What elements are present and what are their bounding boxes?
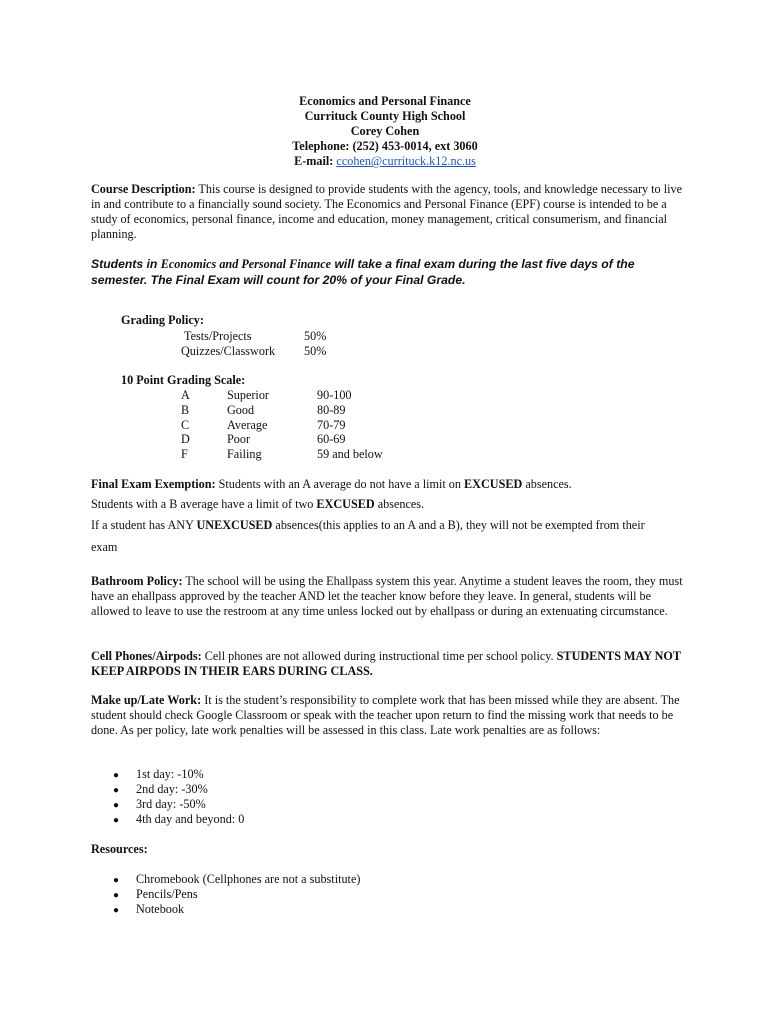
makeup-policy [91, 693, 683, 738]
grading-item-name: Quizzes/Classwork [181, 344, 276, 358]
grade-letter: F [181, 447, 188, 462]
course-title: Economics and Personal Finance [299, 94, 471, 108]
resource-text: Pencils/Pens [136, 887, 198, 901]
list-item [113, 812, 244, 827]
list-item [113, 797, 244, 812]
exemption-text: absences. [522, 477, 572, 491]
cell-phone-policy [91, 649, 683, 679]
exemption-line [91, 497, 424, 512]
penalty-text: 2nd day: -30% [136, 782, 208, 796]
exemption-bold: EXCUSED [316, 497, 375, 511]
course-description-label: Course Description: [91, 182, 196, 196]
resources-label: Resources: [91, 842, 148, 856]
exemption-text: Students with an A average do not have a limit on [215, 477, 465, 491]
penalty-text: 4th day and beyond: 0 [136, 812, 245, 826]
exemption-line [91, 518, 645, 533]
makeup-policy-label: Make up/Late Work: [91, 693, 202, 707]
bathroom-policy-text: The school will be using the Ehallpass system this year. Anytime a student leaves the room, they must have an ehallpass approved by the teacher AND let the teacher know before they leave. In general, students will be allowed to leave to use the restroom at any time unless locked out by ehallpass or during an extenuating circumstance. [91, 574, 683, 618]
resource-text: Chromebook (Cellphones are not a substitute) [136, 872, 361, 886]
bullet-icon: ● [113, 785, 120, 796]
school-name: Currituck County High School [304, 109, 466, 123]
grading-item-weight: 50% [304, 344, 327, 358]
penalty-text: 3rd day: -50% [136, 797, 206, 811]
late-penalty-list [113, 767, 244, 827]
grade-range: 60-69 [317, 432, 346, 447]
course-description [91, 182, 683, 242]
grade-range: 59 and below [317, 447, 383, 462]
exemption-label: Final Exam Exemption: [91, 477, 216, 491]
grade-description: Poor [227, 432, 251, 447]
exemption-text: If a student has ANY [91, 518, 197, 532]
final-exam-note-suffix: will take a final exam during the last five days of the semester. The Final Exam will count for 20% of your Final Grade. [91, 257, 635, 287]
bullet-icon: ● [113, 890, 120, 901]
grade-range: 70-79 [317, 417, 346, 432]
grading-item-name: Tests/Projects [184, 329, 252, 343]
exemption-bold: EXCUSED [464, 477, 523, 491]
makeup-policy-text: It is the student’s responsibility to complete work that has been missed while they are absent. The student should check Google Classroom or speak with the teacher upon return to find the missing work that needs to be done. As per policy, late work penalties will be assessed in this class. Late work penalties are as follows: [91, 693, 680, 737]
teacher-name: Corey Cohen [350, 124, 420, 138]
bullet-icon: ● [113, 875, 120, 886]
cell-phone-policy-text: Cell phones are not allowed during instructional time per school policy. [201, 649, 557, 663]
exemption-text: Students with a B average have a limit of two [91, 497, 317, 511]
cell-phone-policy-bold: STUDENTS MAY NOT KEEP AIRPODS IN THEIR EARS DURING CLASS. [91, 649, 681, 678]
exemption-text: absences(this applies to an A and a B), they will not be exempted from their [272, 518, 645, 532]
grade-description: Good [227, 402, 255, 417]
bullet-icon: ● [113, 905, 120, 916]
exemption-bold: UNEXCUSED [196, 518, 273, 532]
resources-list [113, 872, 360, 917]
grade-letter: C [181, 417, 190, 432]
grade-description: Average [227, 417, 268, 432]
exemption-line [91, 477, 572, 492]
list-item [113, 767, 244, 782]
grade-description: Superior [227, 388, 269, 402]
email-line [0, 154, 770, 169]
bullet-icon: ● [113, 815, 120, 826]
list-item [113, 887, 360, 902]
bullet-icon: ● [113, 770, 120, 781]
final-exam-note-prefix: Students in [91, 257, 161, 271]
telephone: Telephone: (252) 453-0014, ext 3060 [292, 139, 478, 153]
email-link[interactable]: ccohen@currituck.k12.nc.us [336, 154, 476, 168]
grading-item-weight: 50% [304, 329, 327, 343]
exemption-line: exam [91, 540, 118, 554]
list-item [113, 782, 244, 797]
list-item [113, 902, 360, 917]
penalty-text: 1st day: -10% [136, 767, 204, 781]
grade-description: Failing [227, 447, 262, 462]
syllabus-header [0, 94, 770, 169]
grade-letter: B [181, 402, 190, 417]
course-description-text: This course is designed to provide students with the agency, tools, and knowledge necessary to live in and contribute to a financially sound society. The Economics and Personal Finance (EPF) course is intended to be a study of economics, personal finance, income and education, money management, critical consumerism, and financial planning. [91, 182, 682, 241]
grade-letter: D [181, 432, 190, 447]
email-label: E-mail: [294, 154, 334, 168]
grade-letter: A [181, 388, 190, 402]
grade-range: 80-89 [317, 402, 346, 417]
grading-scale-label: 10 Point Grading Scale: [121, 373, 246, 387]
grade-range: 90-100 [317, 388, 352, 402]
final-exam-note-course: Economics and Personal Finance [160, 257, 332, 271]
final-exam-note [91, 256, 683, 288]
cell-phone-policy-label: Cell Phones/Airpods: [91, 649, 202, 663]
bathroom-policy-label: Bathroom Policy: [91, 574, 183, 588]
resource-text: Notebook [136, 902, 185, 916]
bathroom-policy [91, 574, 683, 619]
list-item [113, 872, 360, 887]
bullet-icon: ● [113, 800, 120, 811]
exemption-text: absences. [374, 497, 425, 511]
grading-policy-label: Grading Policy: [121, 313, 204, 327]
